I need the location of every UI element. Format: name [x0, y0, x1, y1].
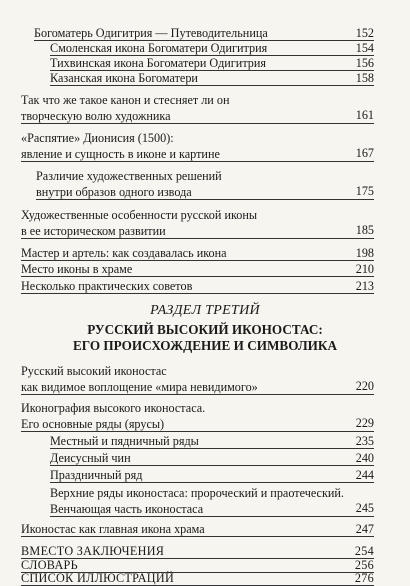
toc-entry — [21, 109, 374, 124]
toc-entry-page: 152 — [355, 26, 374, 40]
toc-entry-title: ВМЕСТО ЗАКЛЮЧЕНИЯ — [21, 544, 165, 558]
toc-entry-page: 167 — [355, 146, 374, 160]
toc-entry — [21, 262, 374, 277]
toc-entry-page: 244 — [355, 468, 374, 482]
toc-entry-page: 235 — [355, 434, 374, 448]
toc-entry-page: 175 — [355, 184, 374, 198]
section-title-line2: ЕГО ПРОИСХОЖДЕНИЕ И СИМВОЛИКА — [73, 338, 337, 353]
toc-entry-page: 276 — [354, 571, 374, 585]
toc-entry-page: 210 — [355, 262, 374, 276]
toc-entry — [21, 544, 374, 559]
toc-entry-title: явление и сущность в иконе и картине — [21, 147, 220, 161]
toc-entry-title: Тихвинская икона Богоматери Одигитрия — [50, 56, 267, 70]
toc-entry — [21, 224, 374, 239]
toc-entry — [21, 380, 374, 395]
toc-entry — [34, 26, 374, 41]
toc-entry-title: Смоленская икона Богоматери Одигитрия — [50, 41, 268, 55]
toc-entry — [36, 185, 374, 200]
toc-entry — [21, 279, 374, 294]
toc-entry-title: Мастер и артель: как создавалась икона — [21, 246, 227, 260]
toc-entry-line: Русский высокий иконостас — [21, 364, 167, 378]
toc-entry-title: Иконостас как главная икона храма — [21, 522, 205, 536]
toc-entry-title: как видимое воплощение «мира невидимого» — [21, 380, 258, 394]
toc-entry-line: Так что же такое канон и стесняет ли он — [21, 93, 230, 107]
toc-entry-title: Казанская икона Богоматери — [50, 71, 198, 85]
toc-entry-page: 154 — [355, 41, 374, 55]
toc-entry-page: 254 — [354, 544, 374, 558]
toc-entry — [50, 56, 374, 71]
toc-entry — [21, 522, 374, 537]
toc-entry-title: СПИСОК ИЛЛЮСТРАЦИЙ — [21, 571, 175, 585]
toc-entry-title: Несколько практических советов — [21, 279, 193, 293]
toc-entry-title: Его основные ряды (ярусы) — [21, 417, 165, 431]
toc-entry — [50, 468, 374, 483]
toc-entry-title: в ее историческом развитии — [21, 224, 166, 238]
toc-entry-page: 158 — [355, 71, 374, 85]
section-label: РАЗДЕЛ ТРЕТИЙ — [150, 303, 260, 318]
toc-entry-title: творческую волю художника — [21, 109, 171, 123]
toc-entry-title: Местный и пядничный ряды — [50, 434, 199, 448]
toc-entry-page: 229 — [355, 416, 374, 430]
toc-entry — [21, 246, 374, 261]
toc-entry-line: Иконография высокого иконостаса. — [21, 401, 206, 415]
toc-entry — [21, 571, 374, 586]
toc-entry-line: Различие художественных решений — [36, 169, 222, 183]
toc-entry-page: 161 — [355, 108, 374, 122]
section-title-line1: РУССКИЙ ВЫСОКИЙ ИКОНОСТАС: — [87, 322, 323, 337]
toc-entry-title: внутри образов одного извода — [36, 185, 192, 199]
toc-entry-page: 240 — [355, 451, 374, 465]
toc-entry — [50, 502, 374, 517]
toc-entry — [21, 147, 374, 162]
toc-entry-page: 185 — [355, 223, 374, 237]
toc-entry-line: Верхние ряды иконостаса: пророческий и праотеческий. — [50, 486, 344, 500]
toc-entry-page: 213 — [355, 279, 374, 293]
toc-entry — [21, 417, 374, 432]
toc-entry-page: 247 — [355, 522, 374, 536]
toc-entry-page: 156 — [355, 56, 374, 70]
toc-entry — [50, 451, 374, 466]
toc-entry-page: 256 — [354, 558, 374, 572]
toc-entry — [50, 71, 374, 86]
toc-entry-page: 198 — [355, 246, 374, 260]
toc-entry-title: Богоматерь Одигитрия — Путеводительница — [34, 26, 268, 40]
toc-entry-title: Место иконы в храме — [21, 262, 133, 276]
toc-entry-page: 220 — [355, 379, 374, 393]
toc-entry — [50, 434, 374, 449]
toc-entry-page: 245 — [355, 501, 374, 515]
toc-entry — [50, 41, 374, 56]
toc-entry-title: Деисусный чин — [50, 451, 131, 465]
toc-entry-title: СЛОВАРЬ — [21, 558, 78, 572]
toc-entry-line: «Распятие» Дионисия (1500): — [21, 131, 174, 145]
toc-entry-line: Художественные особенности русской иконы — [21, 208, 258, 222]
toc-entry-title: Венчающая часть иконостаса — [50, 502, 204, 516]
toc-entry-title: Праздничный ряд — [50, 468, 143, 482]
